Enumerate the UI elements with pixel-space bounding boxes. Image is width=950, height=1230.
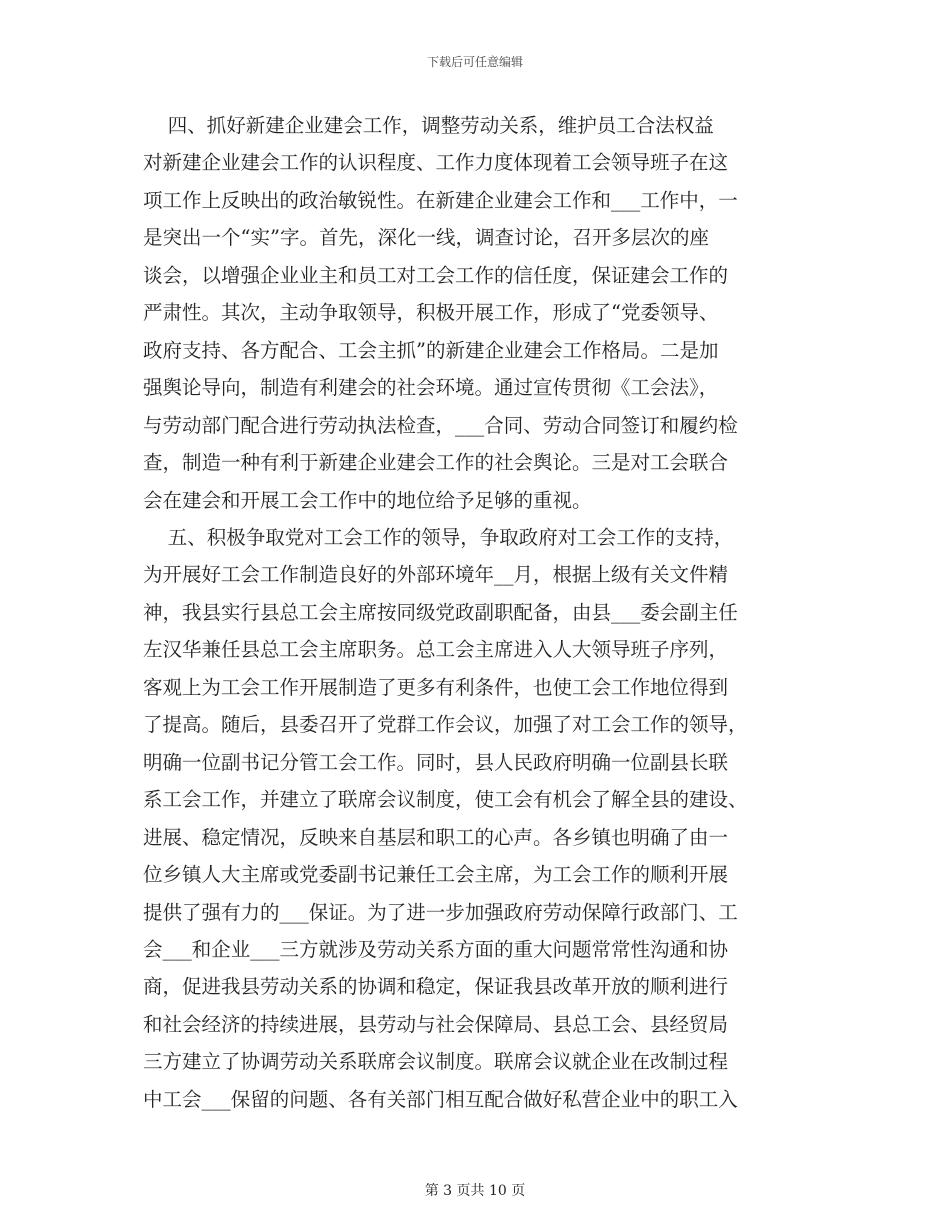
text-line: 明确一位副书记分管工会工作。同时，县人民政府明确一位副县长联	[143, 750, 729, 774]
text-line: 三方建立了协调劳动关系联席会议制度。联席会议就企业在改制过程	[143, 1050, 729, 1074]
text-line: 位乡镇人大主席或党委副书记兼任工会主席，为工会工作的顺利开展	[143, 863, 729, 887]
text-line: 与劳动部门配合进行劳动执法检查，___合同、劳动合同签订和履约检	[143, 413, 738, 437]
text-line: 了提高。随后，县委召开了党群工作会议，加强了对工会工作的领导，	[143, 713, 748, 737]
text-line: 会在建会和开展工会工作中的地位给予足够的重视。	[143, 488, 592, 512]
text-line: 左汉华兼任县总工会主席职务。总工会主席进入人大领导班子序列，	[143, 638, 729, 662]
page-header-note: 下载后可任意编辑	[426, 55, 523, 69]
text-line: 进展、稳定情况，反映来自基层和职工的心声。各乡镇也明确了由一	[143, 825, 729, 849]
text-line: 强舆论导向，制造有利建会的社会环境。通过宣传贯彻《工会法》，	[143, 376, 719, 400]
text-line: 四、抓好新建企业建会工作，调整劳动关系，维护员工合法权益	[143, 114, 714, 137]
text-line: 政府支持、各方配合、工会主抓”的新建企业建会工作格局。二是加	[143, 338, 719, 362]
text-line: 商，促进我县劳动关系的协调和稳定，保证我县改革开放的顺利进行	[143, 975, 729, 999]
text-line: 项工作上反映出的政治敏锐性。在新建企业建会工作和___工作中，一	[143, 188, 738, 212]
text-line: 为开展好工会工作制造良好的外部环境年__月，根据上级有关文件精	[143, 563, 729, 587]
text-line: 和社会经济的持续进展，县劳动与社会保障局、县总工会、县经贸局	[143, 1012, 729, 1036]
text-line: 会___和企业___三方就涉及劳动关系方面的重大问题常常性沟通和协	[143, 937, 729, 961]
text-line: 中工会___保留的问题、各有关部门相互配合做好私营企业中的职工入	[143, 1087, 738, 1111]
text-line: 系工会工作，并建立了联席会议制度，使工会有机会了解全县的建设、	[143, 788, 748, 812]
page-number: 第 3 页共 10 页	[424, 1183, 526, 1199]
text-line: 神，我县实行县总工会主席按同级党政副职配备，由县___委会副主任	[143, 600, 738, 624]
text-line: 五、积极争取党对工会工作的领导，争取政府对工会工作的支持，	[143, 525, 734, 549]
text-line: 谈会，以增强企业业主和员工对工会工作的信任度，保证建会工作的	[143, 263, 729, 287]
text-line: 严肃性。其次，主动争取领导，积极开展工作，形成了“党委领导、	[143, 301, 719, 325]
text-line: 提供了强有力的___保证。为了进一步加强政府劳动保障行政部门、工	[143, 900, 738, 924]
text-line: 是突出一个“实”字。首先，深化一线，调查讨论，召开多层次的座	[143, 226, 709, 250]
text-line: 查，制造一种有利于新建企业建会工作的社会舆论。三是对工会联合	[143, 451, 729, 475]
document-body	[143, 107, 807, 1118]
text-line: 客观上为工会工作开展制造了更多有利条件，也使工会工作地位得到	[143, 675, 729, 699]
text-line: 对新建企业建会工作的认识程度、工作力度体现着工会领导班子在这	[143, 151, 729, 175]
